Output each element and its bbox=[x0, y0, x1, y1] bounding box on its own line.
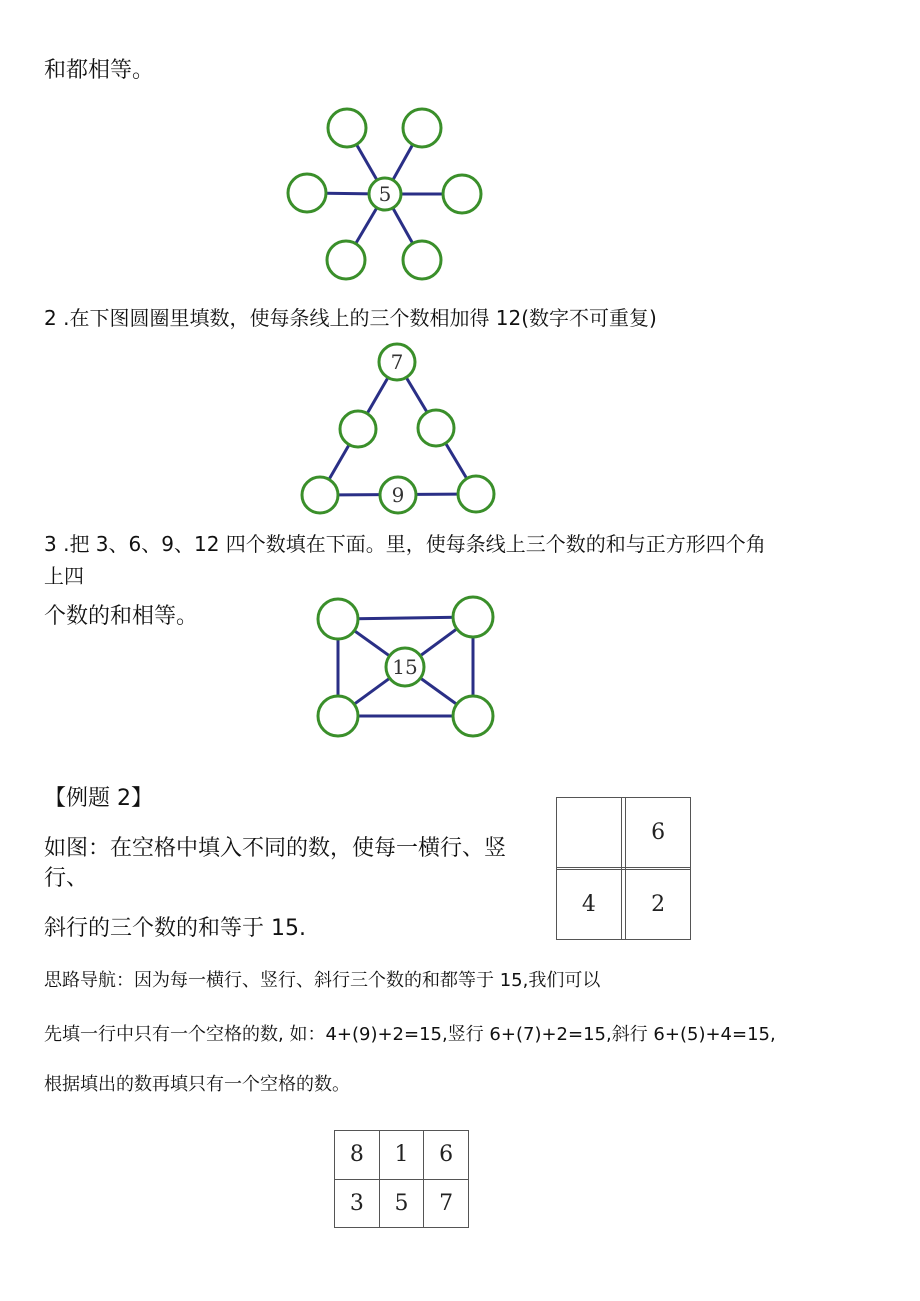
question-3: 3 .把 3、6、9、12 四个数填在下面。里，使每条线上三个数的和与正方形四个角 bbox=[44, 532, 766, 556]
grid-cell: 6 bbox=[626, 798, 691, 868]
empty-circle bbox=[302, 477, 338, 513]
hint-line-3: 根据填出的数再填只有一个空格的数。 bbox=[44, 1074, 350, 1095]
grid-cell bbox=[557, 798, 622, 868]
question-2: 2 .在下图圆圈里填数，使每条线上的三个数相加得 12(数字不可重复) bbox=[44, 306, 657, 330]
example-text-1: 如图：在空格中填入不同的数，使每一横行、竖 bbox=[44, 836, 507, 861]
question-3-end: 个数的和相等。 bbox=[44, 604, 199, 629]
empty-circle bbox=[403, 109, 441, 147]
star-center-number: 5 bbox=[378, 182, 392, 206]
triangle-bottom-number: 9 bbox=[391, 483, 405, 507]
example-title: 【例题 2】 bbox=[44, 786, 153, 811]
empty-circle bbox=[453, 696, 493, 736]
empty-circle bbox=[418, 410, 454, 446]
grid-cell: 5 bbox=[379, 1179, 424, 1228]
empty-circle bbox=[328, 109, 366, 147]
example-text-2: 行、 bbox=[44, 866, 89, 891]
square-diagram bbox=[318, 597, 493, 736]
empty-circle bbox=[403, 241, 441, 279]
empty-circle bbox=[453, 597, 493, 637]
empty-circle bbox=[443, 175, 481, 213]
grid-cell: 7 bbox=[424, 1179, 469, 1228]
grid-cell: 6 bbox=[424, 1131, 469, 1180]
grid-cell: 2 bbox=[626, 870, 691, 940]
star-diagram bbox=[288, 109, 481, 279]
empty-circle bbox=[458, 476, 494, 512]
empty-circle bbox=[318, 696, 358, 736]
empty-circle bbox=[327, 241, 365, 279]
square-center-number: 15 bbox=[392, 655, 418, 679]
grid-cell: 1 bbox=[379, 1131, 424, 1180]
triangle-top-number: 7 bbox=[390, 350, 404, 374]
magic-square-problem bbox=[556, 797, 691, 940]
grid-cell: 8 bbox=[335, 1131, 380, 1180]
grid-cell: 4 bbox=[557, 870, 622, 940]
empty-circle bbox=[318, 599, 358, 639]
grid-cell: 3 bbox=[335, 1179, 380, 1228]
hint-line-1: 思路导航：因为每一横行、竖行、斜行三个数的和都等于 15,我们可以 bbox=[44, 970, 601, 991]
question-3-continued: 上四 bbox=[44, 564, 84, 588]
text-line: 和都相等。 bbox=[44, 58, 155, 83]
empty-circle bbox=[288, 174, 326, 212]
example-text-3: 斜行的三个数的和等于 15. bbox=[44, 916, 306, 941]
triangle-diagram bbox=[302, 344, 494, 513]
hint-line-2: 先填一行中只有一个空格的数, 如：4+(9)+2=15,竖行 6+(7)+2=15,斜行 6+(5)+4=15, bbox=[44, 1024, 776, 1045]
empty-circle bbox=[340, 411, 376, 447]
magic-square-solution bbox=[334, 1130, 469, 1228]
